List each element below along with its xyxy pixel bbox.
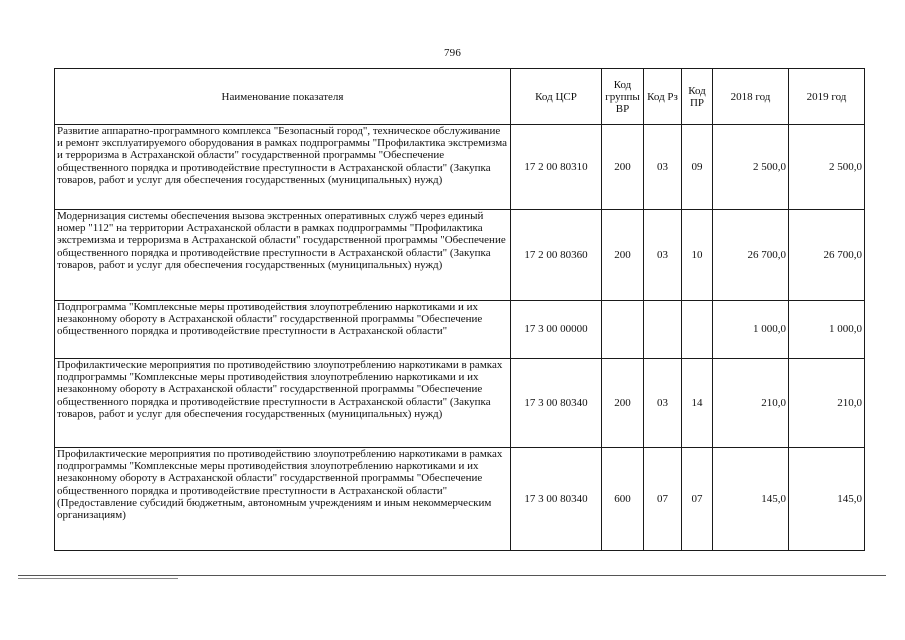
row-vr: [602, 301, 644, 359]
row-2019: 2 500,0: [789, 125, 865, 210]
row-2019: 145,0: [789, 448, 865, 551]
header-rz: Код Рз: [644, 69, 682, 125]
row-pr: 07: [682, 448, 713, 551]
row-2018: 2 500,0: [713, 125, 789, 210]
row-rz: 03: [644, 210, 682, 301]
row-vr: 200: [602, 210, 644, 301]
row-pr: 14: [682, 359, 713, 448]
row-name: Развитие аппаратно-программного комплекса "Безопасный город", техническое обслуживание и ремонт эксплуатируемого оборудования в рамках подпрограммы "Профилактика экстремизма и терроризма в Астраханской области" государственной программы "Обеспечение общественного порядка и противодействие преступности в Астраханской области" (Закупка товаров, работ и услуг для обеспечения государственных (муниципальных) нужд): [55, 125, 511, 210]
row-2019: 26 700,0: [789, 210, 865, 301]
header-csr: Код ЦСР: [511, 69, 602, 125]
row-2018: 1 000,0: [713, 301, 789, 359]
row-rz: 07: [644, 448, 682, 551]
header-vr: Код группы ВР: [602, 69, 644, 125]
row-rz: [644, 301, 682, 359]
row-pr: [682, 301, 713, 359]
header-2018: 2018 год: [713, 69, 789, 125]
table-row: [55, 210, 865, 301]
table-header-row: [55, 69, 865, 125]
page-bottom-divider-short: [18, 578, 178, 579]
header-name: Наименование показателя: [55, 69, 511, 125]
row-vr: 200: [602, 359, 644, 448]
header-pr: Код ПР: [682, 69, 713, 125]
row-csr: 17 3 00 80340: [511, 359, 602, 448]
row-name: Профилактические мероприятия по противодействию злоупотреблению наркотиками в рамках подпрограммы "Комплексные меры противодействия злоупотреблению наркотиками и их незаконному обороту в Астраханской области" государственной программы "Обеспечение общественного порядка и противодействие преступности в Астраханской области" (Предоставление субсидий бюджетным, автономным учреждениям и иным некоммерческим организациям): [55, 448, 511, 551]
row-pr: 09: [682, 125, 713, 210]
row-pr: 10: [682, 210, 713, 301]
row-name: Профилактические мероприятия по противодействию злоупотреблению наркотиками в рамках подпрограммы "Комплексные меры противодействия злоупотреблению наркотиками и их незаконному обороту в Астраханской области" государственной программы "Обеспечение общественного порядка и противодействие преступности в Астраханской области" (Закупка товаров, работ и услуг для обеспечения государственных (муниципальных) нужд): [55, 359, 511, 448]
table-row: [55, 359, 865, 448]
row-vr: 200: [602, 125, 644, 210]
row-2019: 210,0: [789, 359, 865, 448]
table-row: [55, 125, 865, 210]
row-csr: 17 2 00 80360: [511, 210, 602, 301]
row-vr: 600: [602, 448, 644, 551]
budget-table: [54, 68, 865, 551]
row-rz: 03: [644, 359, 682, 448]
row-2018: 26 700,0: [713, 210, 789, 301]
row-name: Модернизация системы обеспечения вызова экстренных оперативных служб через единый номер "112" на территории Астраханской области в рамках подпрограммы "Профилактика экстремизма и терроризма в Астраханской области" государственной программы "Обеспечение общественного порядка и противодействие преступности в Астраханской области" (Закупка товаров, работ и услуг для обеспечения государственных (муниципальных) нужд): [55, 210, 511, 301]
page-bottom-divider: [18, 575, 886, 576]
row-name: Подпрограмма "Комплексные меры противодействия злоупотреблению наркотиками и их незаконному обороту в Астраханской области" государственной программы "Обеспечение общественного порядка и противодействие преступности в Астраханской области": [55, 301, 511, 359]
row-csr: 17 2 00 80310: [511, 125, 602, 210]
row-csr: 17 3 00 80340: [511, 448, 602, 551]
row-2018: 210,0: [713, 359, 789, 448]
row-2018: 145,0: [713, 448, 789, 551]
table-row: [55, 448, 865, 551]
row-csr: 17 3 00 00000: [511, 301, 602, 359]
page-number: 796: [443, 47, 462, 59]
row-rz: 03: [644, 125, 682, 210]
row-2019: 1 000,0: [789, 301, 865, 359]
header-2019: 2019 год: [789, 69, 865, 125]
table-row: [55, 301, 865, 359]
